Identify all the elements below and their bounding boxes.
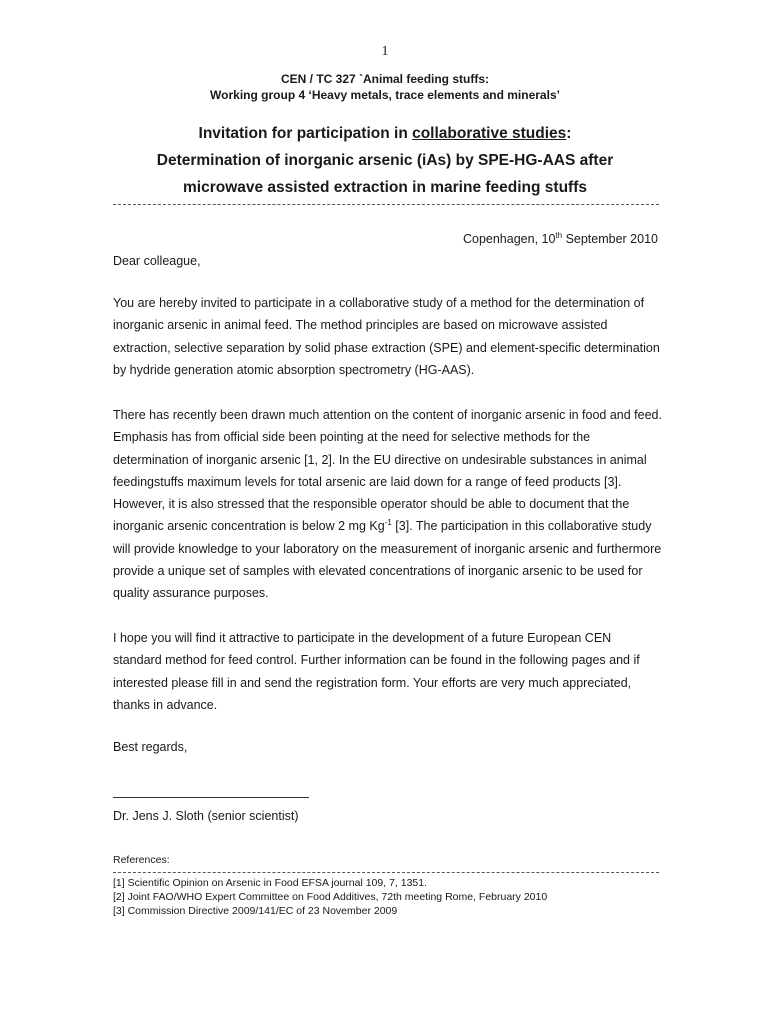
title-underlined: collaborative studies xyxy=(412,125,567,142)
unit-superscript: -1 xyxy=(384,518,392,528)
paragraph-background xyxy=(113,404,663,605)
signature-line xyxy=(113,797,309,798)
reference-item: [2] Joint FAO/WHO Expert Committee on Food Additives, 72th meeting Rome, February 2010 xyxy=(113,891,548,903)
references-heading: References: xyxy=(113,854,170,866)
title-line-1 xyxy=(0,125,770,143)
date-suffix: September 2010 xyxy=(562,232,658,247)
closing-regards: Best regards, xyxy=(113,740,188,754)
paragraph-background-part1: There has recently been drawn much attention on the content of inorganic arsenic in food and feed. Emphasis has from official side been pointing at the need for selective methods for the determination of inorganic arsenic [1, 2]. In the EU directive on undesirable substances in animal feedingstuffs maximum levels for total arsenic are laid down for a range of feed products [3]. However, it is also stressed that the responsible operator should be able to document that the inorganic arsenic concentration is below 2 mg Kg xyxy=(113,408,662,534)
title-divider xyxy=(113,204,659,205)
paragraph-invitation: You are hereby invited to participate in a collaborative study of a method for the determination of inorganic arsenic in animal feed. The method principles are based on microwave assisted extraction, selective separation by solid phase extraction (SPE) and element-specific determination by hydride generation atomic absorption spectrometry (HG-AAS). xyxy=(113,296,660,377)
title-suffix: : xyxy=(566,125,572,142)
title-line-2: Determination of inorganic arsenic (iAs) by SPE-HG-AAS after xyxy=(156,152,614,169)
salutation: Dear colleague, xyxy=(113,254,201,268)
signature-name: Dr. Jens J. Sloth (senior scientist) xyxy=(113,809,299,823)
header-line-2: Working group 4 ‘Heavy metals, trace elements and minerals’ xyxy=(210,88,560,102)
paragraph-background-part2: [3]. The participation in this collaborative study will provide knowledge to your laboratory on the measurement of inorganic arsenic and furthermore provide a unique set of samples with elevated concentrations of inorganic arsenic to be used for quality assurance purposes. xyxy=(113,519,662,601)
date-superscript: th xyxy=(555,231,563,240)
header-line-1: CEN / TC 327 `Animal feeding stuffs: xyxy=(280,72,490,86)
page-number: 1 xyxy=(381,44,389,59)
date-prefix: Copenhagen, 10 xyxy=(462,232,556,247)
paragraph-closing: I hope you will find it attractive to participate in the development of a future European CEN standard method for feed control. Further information can be found in the following pages and if interested please fill in and send the registration form. Your efforts are very much appreciated, thanks in advance. xyxy=(113,631,640,712)
title-line-3: microwave assisted extraction in marine feeding stuffs xyxy=(183,179,587,196)
reference-item: [3] Commission Directive 2009/141/EC of 23 November 2009 xyxy=(113,905,398,917)
letter-date xyxy=(463,231,658,246)
title-prefix: Invitation for participation in xyxy=(198,125,413,142)
reference-item: [1] Scientific Opinion on Arsenic in Food EFSA journal 109, 7, 1351. xyxy=(113,877,428,889)
references-divider xyxy=(113,872,659,873)
